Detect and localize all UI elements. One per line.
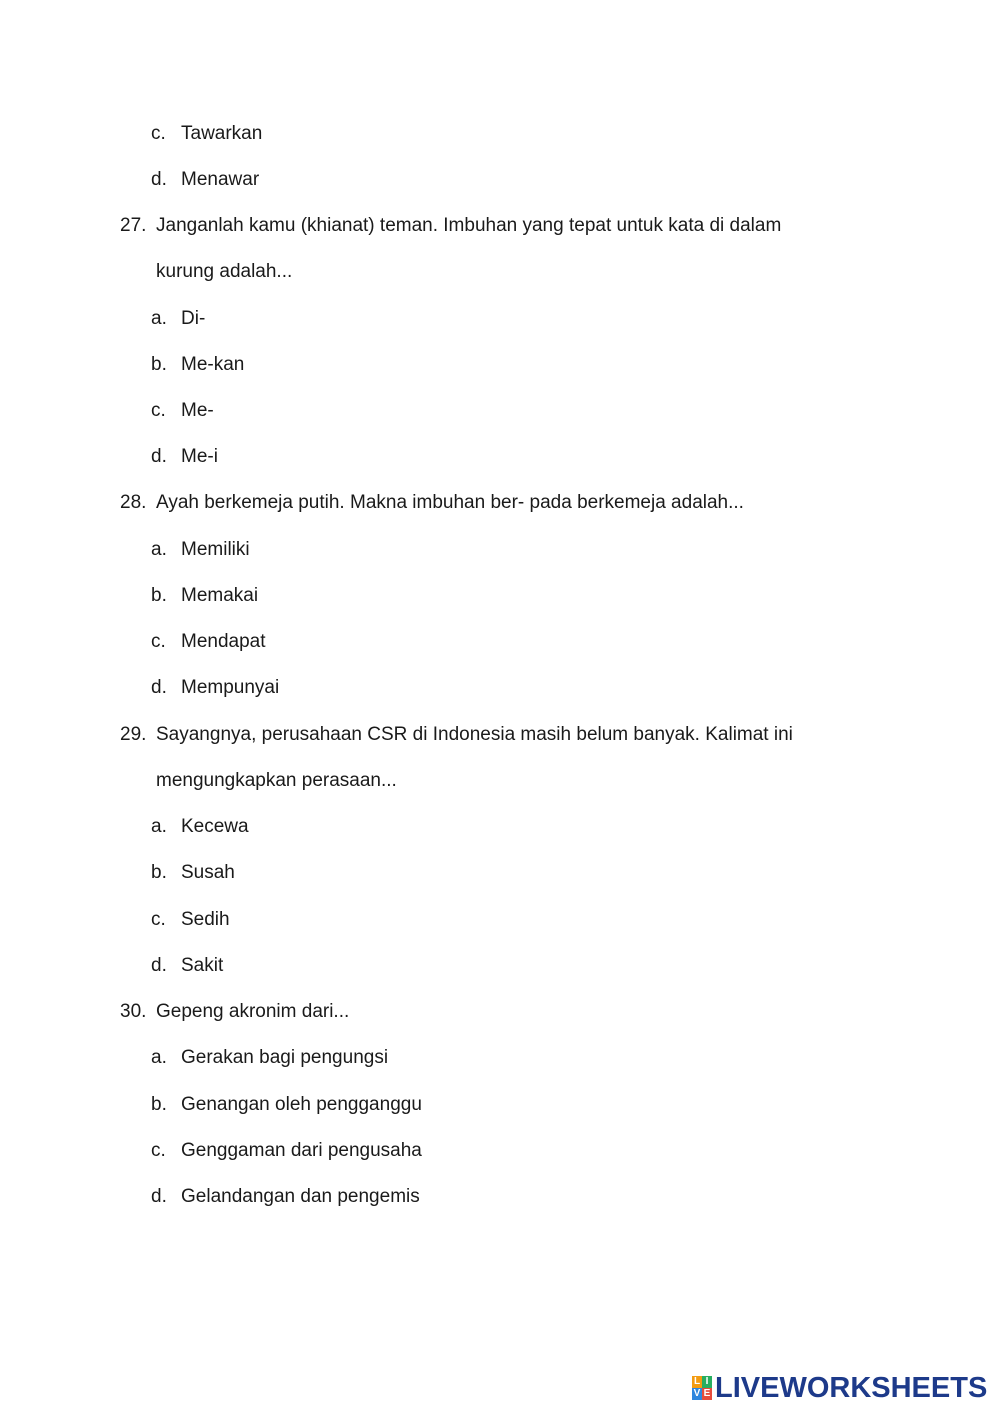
option-letter: d.	[151, 169, 167, 190]
option-text: Mempunyai	[181, 677, 280, 698]
option-text: Mendapat	[181, 631, 266, 652]
logo-text: LIVEWORKSHEETS	[715, 1371, 988, 1404]
option-letter: c.	[151, 400, 166, 421]
option-text: Menawar	[181, 169, 260, 190]
option-text: Gelandangan dan pengemis	[181, 1186, 420, 1207]
logo-icon-tile: E	[703, 1388, 711, 1399]
question-number: 27.	[120, 215, 147, 236]
logo-icon-tile: I	[702, 1376, 712, 1388]
option-text: Sakit	[181, 955, 224, 976]
question-text: Gepeng akronim dari...	[156, 1001, 350, 1022]
question-number: 29.	[120, 724, 147, 745]
option-text: Kecewa	[181, 816, 249, 837]
option-letter: c.	[151, 909, 166, 930]
option-text: Tawarkan	[181, 123, 263, 144]
option-letter: c.	[151, 1140, 166, 1161]
option-text: Me-i	[181, 446, 218, 467]
option-letter: b.	[151, 354, 167, 375]
option-letter: d.	[151, 1186, 167, 1207]
question-text: Ayah berkemeja putih. Makna imbuhan ber- pada berkemeja adalah...	[156, 492, 744, 513]
option-text: Memiliki	[181, 539, 250, 560]
option-text: Gerakan bagi pengungsi	[181, 1047, 389, 1068]
question-number: 30.	[120, 1001, 147, 1022]
option-letter: a.	[151, 308, 167, 329]
logo-icon-tile: V	[693, 1388, 701, 1399]
option-letter: c.	[151, 123, 166, 144]
option-text: Susah	[181, 862, 235, 883]
option-letter: d.	[151, 955, 167, 976]
option-letter: d.	[151, 446, 167, 467]
question-text: Janganlah kamu (khianat) teman. Imbuhan yang tepat untuk kata di dalam	[156, 215, 782, 236]
option-text: Sedih	[181, 909, 230, 930]
logo-icon-tile: L	[693, 1376, 701, 1387]
option-text: Genangan oleh pengganggu	[181, 1094, 422, 1115]
option-text: Memakai	[181, 585, 259, 606]
option-letter: b.	[151, 862, 167, 883]
question-text: Sayangnya, perusahaan CSR di Indonesia masih belum banyak. Kalimat ini	[156, 724, 793, 745]
liveworksheets-logo-icon	[692, 1376, 712, 1400]
question-text: mengungkapkan perasaan...	[156, 770, 397, 791]
option-letter: b.	[151, 585, 167, 606]
question-text: kurung adalah...	[156, 261, 293, 282]
option-letter: a.	[151, 1047, 167, 1068]
option-letter: c.	[151, 631, 166, 652]
option-letter: b.	[151, 1094, 167, 1115]
option-text: Me-	[181, 400, 214, 421]
option-letter: a.	[151, 539, 167, 560]
option-text: Me-kan	[181, 354, 245, 375]
option-text: Di-	[181, 308, 206, 329]
option-text: Genggaman dari pengusaha	[181, 1140, 422, 1161]
liveworksheets-logo	[692, 1372, 987, 1404]
question-number: 28.	[120, 492, 147, 513]
option-letter: d.	[151, 677, 167, 698]
option-letter: a.	[151, 816, 167, 837]
